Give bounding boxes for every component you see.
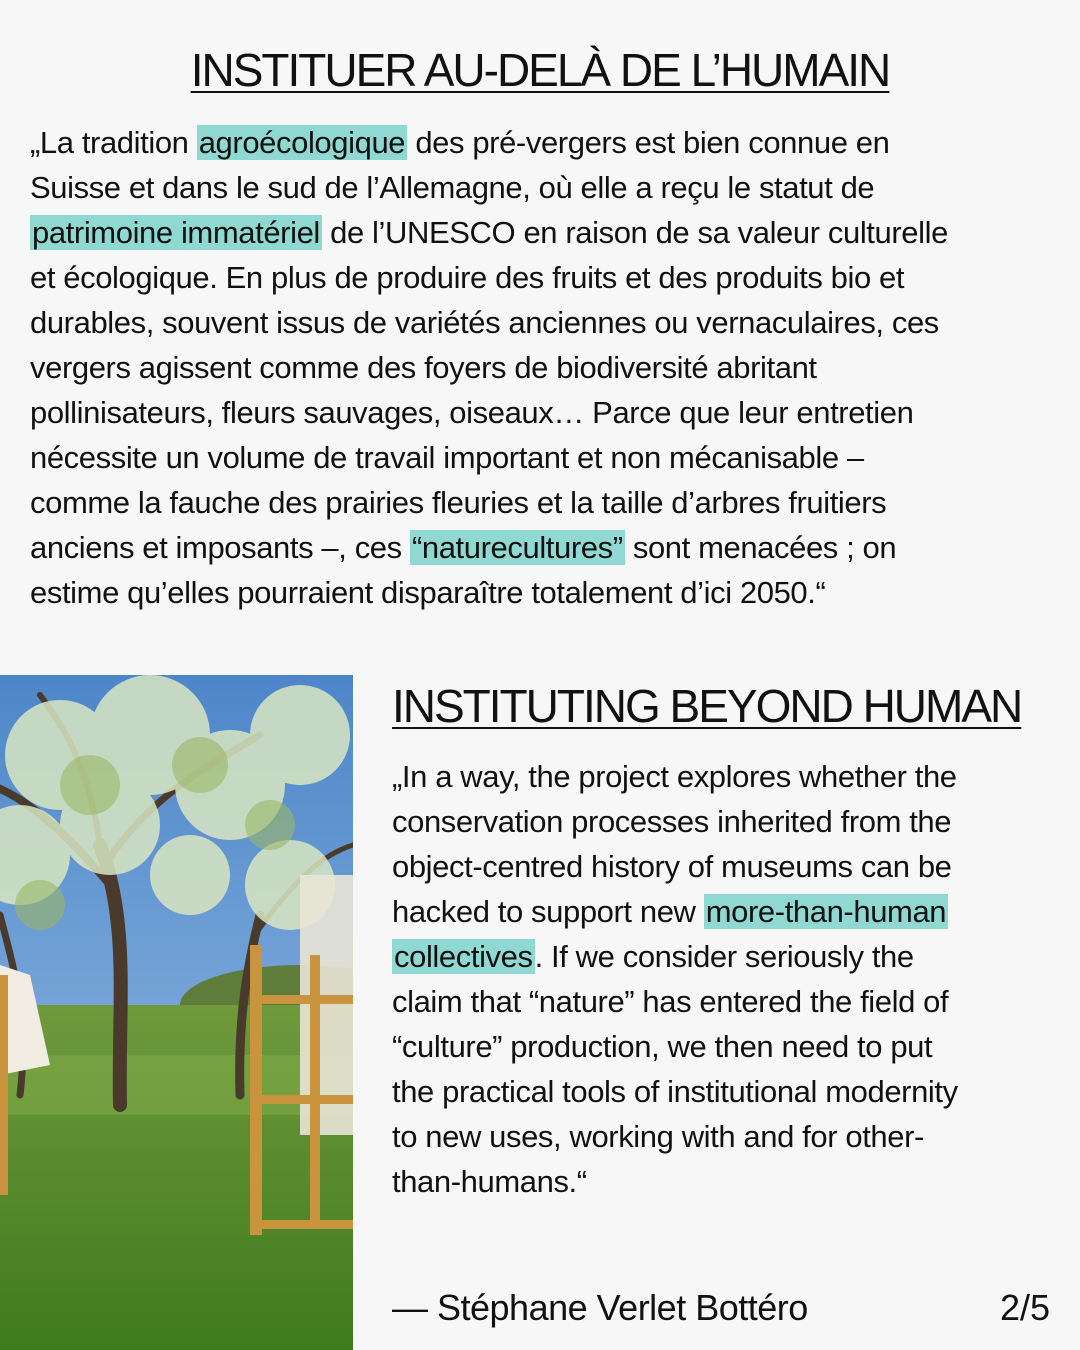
quote-text: et écologique. En plus de produire des fruits et des produits bio et: [30, 260, 905, 295]
quote-line: [392, 939, 914, 974]
quote-text: de l’UNESCO en raison de sa valeur culturelle: [321, 215, 948, 250]
quote-fr: [30, 120, 948, 615]
quote-line: [392, 804, 951, 839]
quote-line: [30, 395, 913, 430]
quote-text: than-humans.“: [392, 1164, 587, 1199]
quote-text: object-centred history of museums can be: [392, 849, 952, 884]
quote-line: [30, 575, 825, 610]
quote-text: nécessite un volume de travail important et non mécanisable –: [30, 440, 864, 475]
quote-line: [392, 1029, 932, 1064]
quote-text: conservation processes inherited from the: [392, 804, 952, 839]
quote-line: [392, 984, 948, 1019]
quote-line: [30, 215, 948, 250]
quote-text: hacked to support new: [392, 894, 704, 929]
quote-line: [30, 260, 904, 295]
highlighted-term: more-than-human: [705, 894, 947, 929]
quote-text: to new uses, working with and for other-: [392, 1119, 924, 1154]
quote-text: the practical tools of institutional modernity: [392, 1074, 958, 1109]
quote-line: [30, 350, 817, 385]
quote-line: [30, 485, 886, 520]
title-en: INSTITUTING BEYOND HUMAN: [392, 680, 1022, 732]
quote-text: sont menacées ; on: [624, 530, 897, 565]
quote-text: des pré-vergers est bien connue en: [407, 125, 890, 160]
quote-text: anciens et imposants –, ces: [30, 530, 410, 565]
title-fr: INSTITUER AU-DELÀ DE L’HUMAIN: [190, 44, 890, 96]
quote-text: claim that “nature” has entered the field of: [392, 984, 949, 1019]
quote-line: [30, 170, 874, 205]
quote-text: estime qu’elles pourraient disparaître totalement d’ici 2050.“: [30, 575, 826, 610]
quote-line: [30, 305, 939, 340]
quote-line: [30, 530, 896, 565]
quote-line: [392, 1074, 958, 1109]
quote-en: [392, 754, 958, 1204]
orchard-photo: [0, 675, 353, 1350]
quote-line: [392, 894, 948, 929]
quote-text: . If we consider seriously the: [534, 939, 914, 974]
highlighted-term: patrimoine immatériel: [32, 215, 320, 250]
quote-text: “culture” production, we then need to put: [392, 1029, 933, 1064]
quote-text: pollinisateurs, fleurs sauvages, oiseaux… Parce que leur entretien: [30, 395, 914, 430]
quote-line: [392, 1164, 587, 1199]
quote-text: durables, souvent issus de variétés anciennes ou vernaculaires, ces: [30, 305, 939, 340]
highlighted-term: “naturecultures”: [411, 530, 623, 565]
quote-line: [392, 1119, 924, 1154]
author-credit: — Stéphane Verlet Bottéro: [392, 1287, 808, 1328]
highlighted-term: collectives: [394, 939, 533, 974]
quote-line: [392, 849, 952, 884]
quote-text: comme la fauche des prairies fleuries et la taille d’arbres fruitiers: [30, 485, 887, 520]
quote-text: „In a way, the project explores whether the: [392, 759, 957, 794]
page-indicator: 2/5: [999, 1287, 1050, 1328]
highlighted-term: agroécologique: [198, 125, 406, 160]
quote-line: [30, 125, 889, 160]
quote-text: „La tradition: [30, 125, 197, 160]
quote-text: Suisse et dans le sud de l’Allemagne, où elle a reçu le statut de: [30, 170, 875, 205]
quote-line: [30, 440, 864, 475]
quote-text: vergers agissent comme des foyers de biodiversité abritant: [30, 350, 817, 385]
quote-line: [392, 759, 957, 794]
